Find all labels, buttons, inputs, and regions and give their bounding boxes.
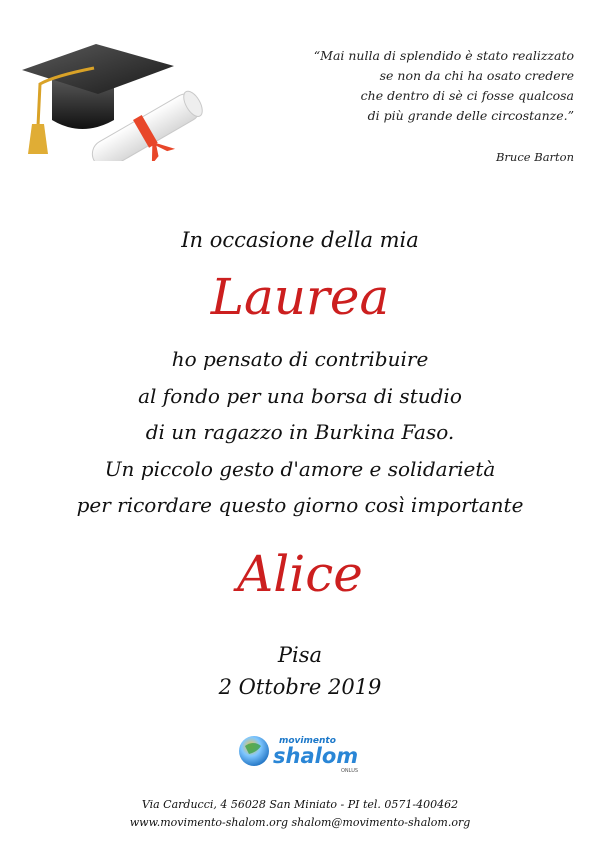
movimento-shalom-logo	[237, 730, 367, 774]
message-body	[0, 341, 600, 524]
logo-main-text: shalom	[273, 744, 359, 768]
message-line: al fondo per una borsa di studio	[138, 383, 462, 408]
quote-line: se non da chi ha osato credere	[379, 68, 574, 83]
occasion-title: Laurea	[210, 268, 390, 326]
quote-block	[214, 46, 574, 126]
quote-author: Bruce Barton	[495, 150, 574, 164]
logo-top-text: movimento	[279, 736, 336, 746]
message-line: di un ragazzo in Burkina Faso.	[145, 420, 455, 444]
footer	[0, 796, 600, 831]
quote-line: “Mai nulla di splendido è stato realizzato	[313, 48, 574, 63]
quote-line: che dentro di sè ci fosse qualcosa	[360, 88, 574, 103]
graduate-name: Alice	[237, 545, 363, 603]
message-line: Un piccolo gesto d'amore e solidarietà	[104, 456, 496, 481]
message-line: ho pensato di contribuire	[171, 347, 429, 371]
footer-address: Via Carducci, 4 56028 San Miniato - PI tel. 0571-400462	[141, 798, 459, 811]
graduation-cap-diploma-icon	[14, 36, 209, 161]
quote-line: di più grande delle circostanze.”	[367, 108, 574, 123]
city: Pisa	[277, 643, 323, 667]
message-line: per ricordare questo giorno così importante	[76, 493, 524, 517]
intro-text: In occasione della mia	[181, 228, 419, 252]
logo-sub-text: ONLUS	[341, 768, 359, 774]
date: 2 Ottobre 2019	[218, 675, 382, 699]
footer-contacts: www.movimento-shalom.org shalom@movimento-shalom.org	[129, 815, 471, 829]
